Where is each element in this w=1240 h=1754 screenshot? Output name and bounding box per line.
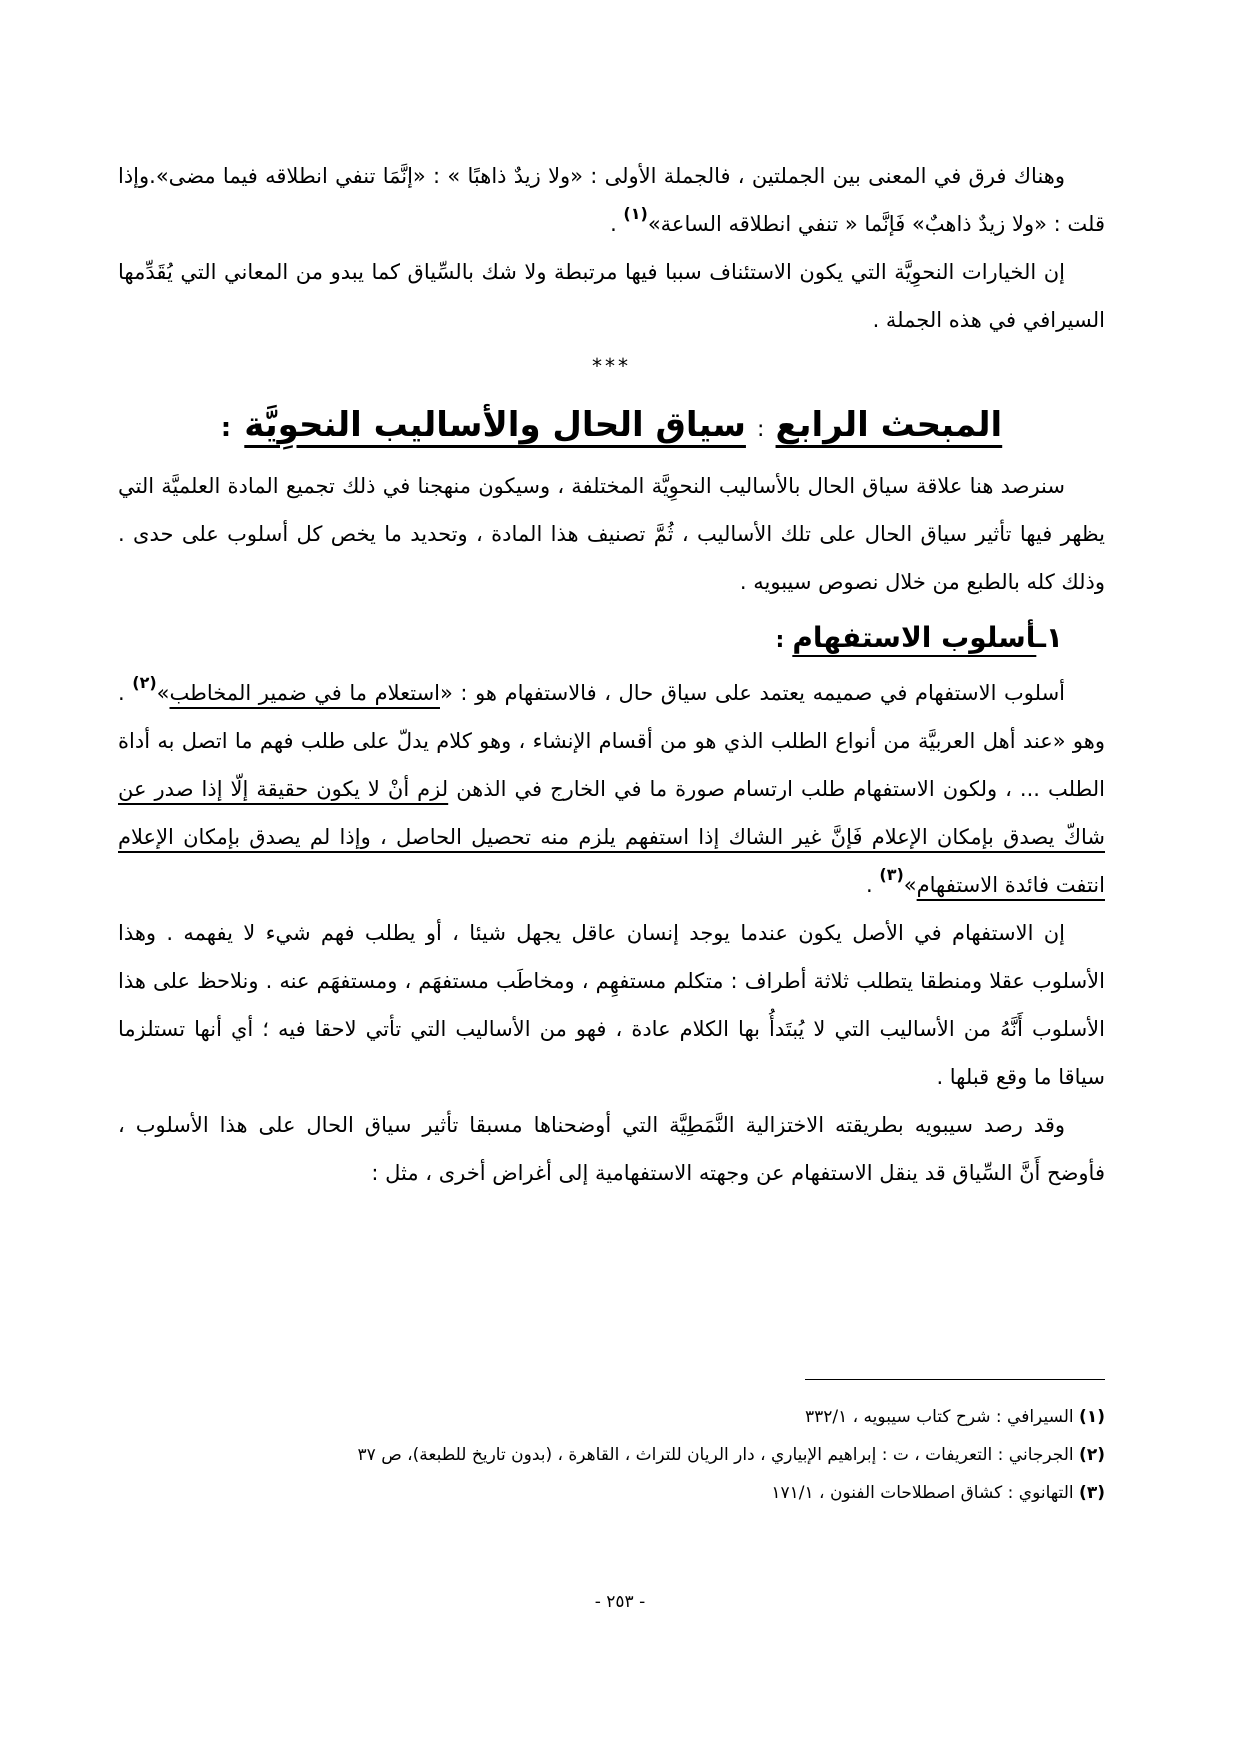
footnote-separator [805,1379,1105,1380]
footnote-1-text: السيرافي : شرح كتاب سيبويه ، ٣٣٢/١ [805,1407,1080,1427]
sub-heading-colon: : [775,628,785,653]
paragraph-6: وقد رصد سيبويه بطريقته الاختزالية النَّمَطِيَّة التي أوضحناها مسبقا تأثير سياق الحال على هذا الأسلوب ، فأوضح أَنَّ السِّياق قد ينقل الاستفهام عن وجهته الاستفهامية إلى أغراض أخرى ، مثل : [118,1113,1105,1185]
paragraph-1-text: وهناك فرق في المعنى بين الجملتين ، فالجملة الأولى : «ولا زيدٌ ذاهبًا » : «إنَّمَا تنفي انطلاقه فيما مضى».وإذا قلت : «ولا زيدٌ ذاهبٌ» فَإنَّما « تنفي انطلاقه الساعة» [118,164,1105,236]
paragraph-4-quote-1: استعلام ما في ضمير المخاطب [169,681,440,705]
paragraph-3: سنرصد هنا علاقة سياق الحال بالأساليب النحوِيَّة المختلفة ، وسيكون منهجنا في ذلك تجميع المادة العلميَّة التي يظهر فيها تأثير سياق الحال على تلك الأساليب ، ثُمَّ تصنيف هذا المادة ، وتحديد ما يخص كل أسلوب على حدى . وذلك كله بالطبع من خلال نصوص سيبويه . [118,474,1105,594]
page-number: - ٢٥٣ - [594,1592,646,1612]
sub-heading-number: ١ـ [1036,621,1063,654]
sub-heading-title: أسلوب الاستفهام [792,621,1037,654]
footnote-ref-2: (٢) [132,673,157,692]
paragraph-2: إن الخيارات النحوِيَّة التي يكون الاستئناف سببا فيها مرتبطة ولا شك بالسِّياق كما يبدو من المعاني التي يُقَدِّمها السيرافي في هذه الجملة . [118,260,1105,332]
section-heading-separator: : [757,417,765,442]
section-heading [118,394,1105,462]
footnote-2 [118,1436,1105,1474]
footnote-3 [118,1474,1105,1512]
footnote-1-number: (١) [1079,1407,1105,1427]
paragraph-4-part-a: أسلوب الاستفهام في صميمه يعتمد على سياق حال ، فالاستفهام هو : « [440,681,1065,705]
footnote-2-text: الجرجاني : التعريفات ، ت : إبراهيم الإبياري ، دار الريان للتراث ، القاهرة ، (بدون تاريخ للطبعة)، ص ٣٧ [357,1445,1080,1465]
footnotes [118,1398,1105,1512]
section-heading-label: المبحث الرابع [775,405,1003,445]
paragraph-4-part-e: . [866,873,880,897]
footnote-3-number: (٣) [1079,1483,1105,1503]
footnote-3-text: التهانوي : كشاق اصطلاحات الفنون ، ١٧١/١ [771,1483,1080,1503]
footnote-ref-1: (١) [623,204,648,223]
paragraph-4-part-b: » [156,681,170,705]
footnote-2-number: (٢) [1079,1445,1105,1465]
main-text [118,152,1105,1197]
paragraph-4-part-d: » [903,873,917,897]
sub-heading [118,610,1105,669]
footnote-ref-3: (٣) [879,865,904,884]
paragraph-1-end: . [610,212,624,236]
paragraph-4-quote-2: لزم أنْ لا يكون حقيقة إلّا إذا صدر عن شاكّ يصدق بإمكان الإعلام فَإنَّ غير الشاك إذا استفهم يلزم منه تحصيل الحاصل ، وإذا لم يصدق بإمكان الإعلام انتفت فائدة الاستفهام [118,777,1105,897]
section-heading-colon: : [220,413,232,443]
footnote-1 [118,1398,1105,1436]
paragraph-5: إن الاستفهام في الأصل يكون عندما يوجد إنسان عاقل يجهل شيئا ، أو يطلب فهم شيء لا يفهمه . وهذا الأسلوب عقلا ومنطقا يتطلب ثلاثة أطراف : متكلم مستفهِم ، ومخاطَب مستفهَم ، ومستفهَم عنه . ونلاحظ على هذا الأسلوب أَنَّهُ من الأساليب التي لا يُبتَدأُ بها الكلام عادة ، فهو من الأساليب التي تأتي لاحقا فيه ؛ أي أنها تستلزما سياقا ما وقع قبلها . [118,921,1105,1089]
section-heading-title: سياق الحال والأساليب النحوِيَّة [244,405,746,445]
paragraph-1 [118,152,1105,248]
paragraph-4-part-c: . وهو «عند أهل العربيَّة من أنواع الطلب الذي هو من أقسام الإنشاء ، وهو كلام يدلّ على طلب فهم ما اتصل به أداة الطلب ... ، ولكون الاستفهام طلب ارتسام صورة ما في الخارج في الذهن [118,681,1105,801]
paragraph-4 [118,669,1105,909]
section-divider: *** [592,354,631,378]
